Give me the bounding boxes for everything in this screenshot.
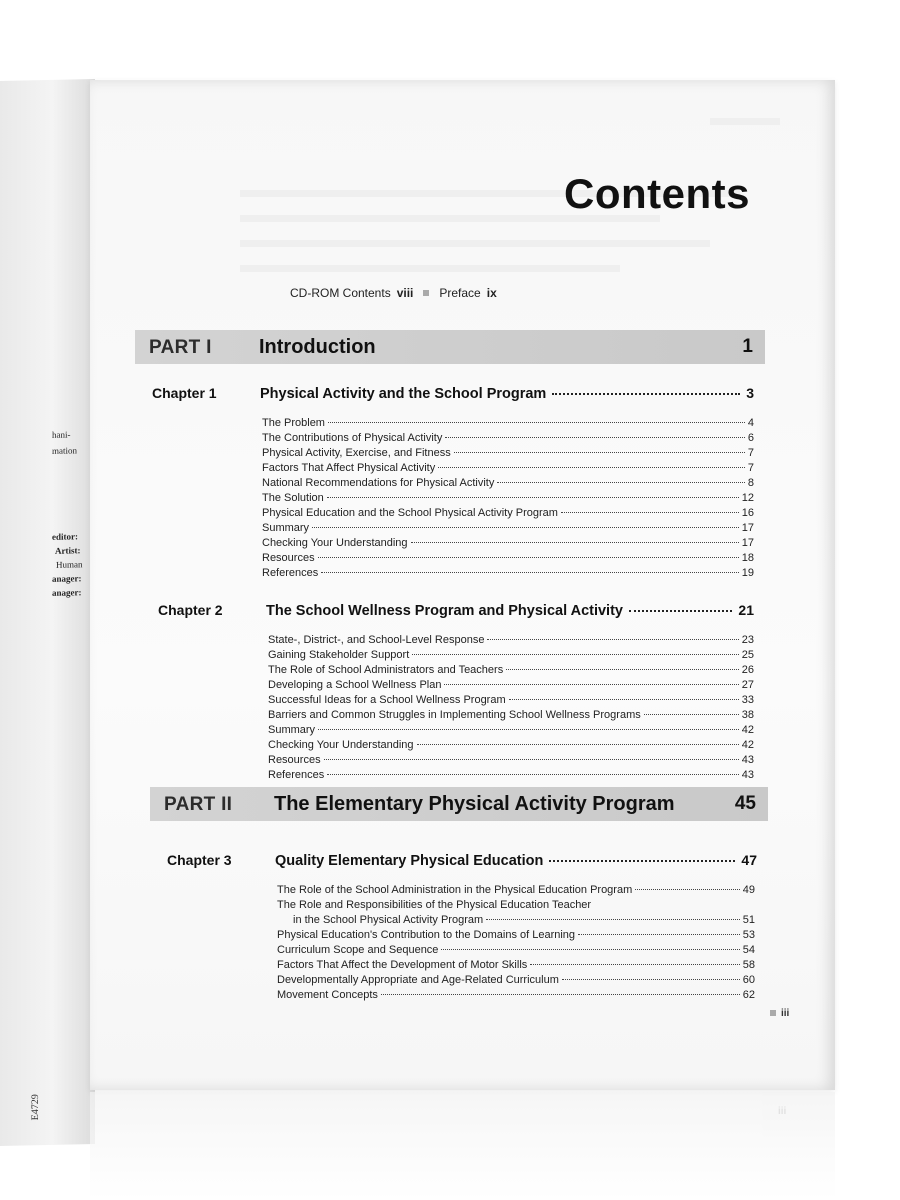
reflected-folio: iii xyxy=(778,1106,787,1117)
chapter-title: Physical Activity and the School Program xyxy=(260,386,547,402)
toc-entry: References 19 xyxy=(262,567,754,579)
chapter-page: 47 xyxy=(741,852,757,868)
chapter-title: Quality Elementary Physical Education xyxy=(275,853,544,869)
toc-entry: Movement Concepts 62 xyxy=(277,989,755,1001)
front-matter-line xyxy=(290,286,610,300)
cdrom-contents-page: viii xyxy=(396,286,414,300)
left-page-text: Artist: xyxy=(55,545,81,556)
part-title: The Elementary Physical Activity Program xyxy=(274,793,675,815)
left-page-text: editor: xyxy=(52,531,78,542)
toc-entry: Curriculum Scope and Sequence 54 xyxy=(277,944,755,956)
toc-entry: Checking Your Understanding 42 xyxy=(268,739,754,751)
page-folio xyxy=(770,1008,789,1019)
part-label: PART II xyxy=(164,794,233,815)
separator-square-icon xyxy=(423,290,429,296)
folio-square-icon xyxy=(770,1010,776,1016)
left-page-text: anager: xyxy=(52,573,82,584)
toc-entry: Barriers and Common Struggles in Implementing School Wellness Programs 38 xyxy=(268,709,754,721)
leader-dots xyxy=(552,393,740,395)
toc-entry: Factors That Affect the Development of Motor Skills 58 xyxy=(277,959,755,971)
toc-entry: Checking Your Understanding 17 xyxy=(262,537,754,549)
toc-entry: Physical Education's Contribution to the Domains of Learning 53 xyxy=(277,929,755,941)
toc-entry: Resources 43 xyxy=(268,754,754,766)
toc-entry: State-, District-, and School-Level Response 23 xyxy=(268,634,754,646)
part-page: 1 xyxy=(742,336,753,357)
chapter-3-entries xyxy=(277,884,755,1004)
toc-entry: National Recommendations for Physical Activity 8 xyxy=(262,477,754,489)
toc-entry: Resources 18 xyxy=(262,552,754,564)
toc-entry: The Role of the School Administration in the Physical Education Program 49 xyxy=(277,884,755,896)
toc-entry: The Contributions of Physical Activity 6 xyxy=(262,432,754,444)
page-title: Contents xyxy=(564,170,750,217)
part-header-1 xyxy=(135,330,765,364)
folio-number: iii xyxy=(781,1008,790,1019)
toc-entry: Physical Activity, Exercise, and Fitness 7 xyxy=(262,447,754,459)
part-title: Introduction xyxy=(259,336,376,358)
chapter-title-row xyxy=(266,602,754,619)
cdrom-contents-label: CD-ROM Contents xyxy=(290,286,391,300)
preface-label: Preface xyxy=(439,286,481,300)
chapter-title-row xyxy=(260,385,754,402)
toc-entry: Summary 42 xyxy=(268,724,754,736)
toc-entry: Physical Education and the School Physical Activity Program 16 xyxy=(262,507,754,519)
toc-entry: References 43 xyxy=(268,769,754,781)
toc-entry: The Role of School Administrators and Teachers 26 xyxy=(268,664,754,676)
left-page-text: Human xyxy=(56,559,83,570)
chapter-page: 21 xyxy=(738,602,754,618)
previous-page-edge xyxy=(0,79,95,1146)
chapter-title: The School Wellness Program and Physical Activity xyxy=(266,603,623,619)
leader-dots xyxy=(549,860,735,862)
toc-entry: Factors That Affect Physical Activity 7 xyxy=(262,462,754,474)
product-code: E4729 xyxy=(30,1094,41,1121)
toc-entry: The Role and Responsibilities of the Physical Education Teacher xyxy=(277,899,592,911)
leader-dots xyxy=(629,610,732,612)
toc-entry: Developmentally Appropriate and Age-Related Curriculum 60 xyxy=(277,974,755,986)
chapter-2-entries xyxy=(268,634,754,784)
chapter-label: Chapter 1 xyxy=(152,385,217,401)
toc-entry: Gaining Stakeholder Support 25 xyxy=(268,649,754,661)
part-header-2 xyxy=(150,787,768,821)
part-page: 45 xyxy=(734,793,756,814)
toc-entry: The Problem 4 xyxy=(262,417,754,429)
chapter-page: 3 xyxy=(746,385,754,401)
toc-entry: Summary 17 xyxy=(262,522,754,534)
left-page-text: hani- xyxy=(52,429,71,440)
toc-entry: in the School Physical Activity Program 51 xyxy=(293,914,755,926)
chapter-title-row xyxy=(275,852,757,869)
left-page-text: anager: xyxy=(52,587,82,598)
contents-page xyxy=(90,80,835,1090)
left-page-text: mation xyxy=(52,445,77,456)
page-reflection xyxy=(90,1092,835,1200)
chapter-label: Chapter 3 xyxy=(167,852,232,868)
part-label: PART I xyxy=(149,337,212,358)
toc-entry: Developing a School Wellness Plan 27 xyxy=(268,679,754,691)
toc-entry: The Solution 12 xyxy=(262,492,754,504)
preface-page: ix xyxy=(486,286,497,300)
toc-entry: Successful Ideas for a School Wellness Program 33 xyxy=(268,694,754,706)
chapter-label: Chapter 2 xyxy=(158,602,223,618)
chapter-1-entries xyxy=(262,417,754,582)
